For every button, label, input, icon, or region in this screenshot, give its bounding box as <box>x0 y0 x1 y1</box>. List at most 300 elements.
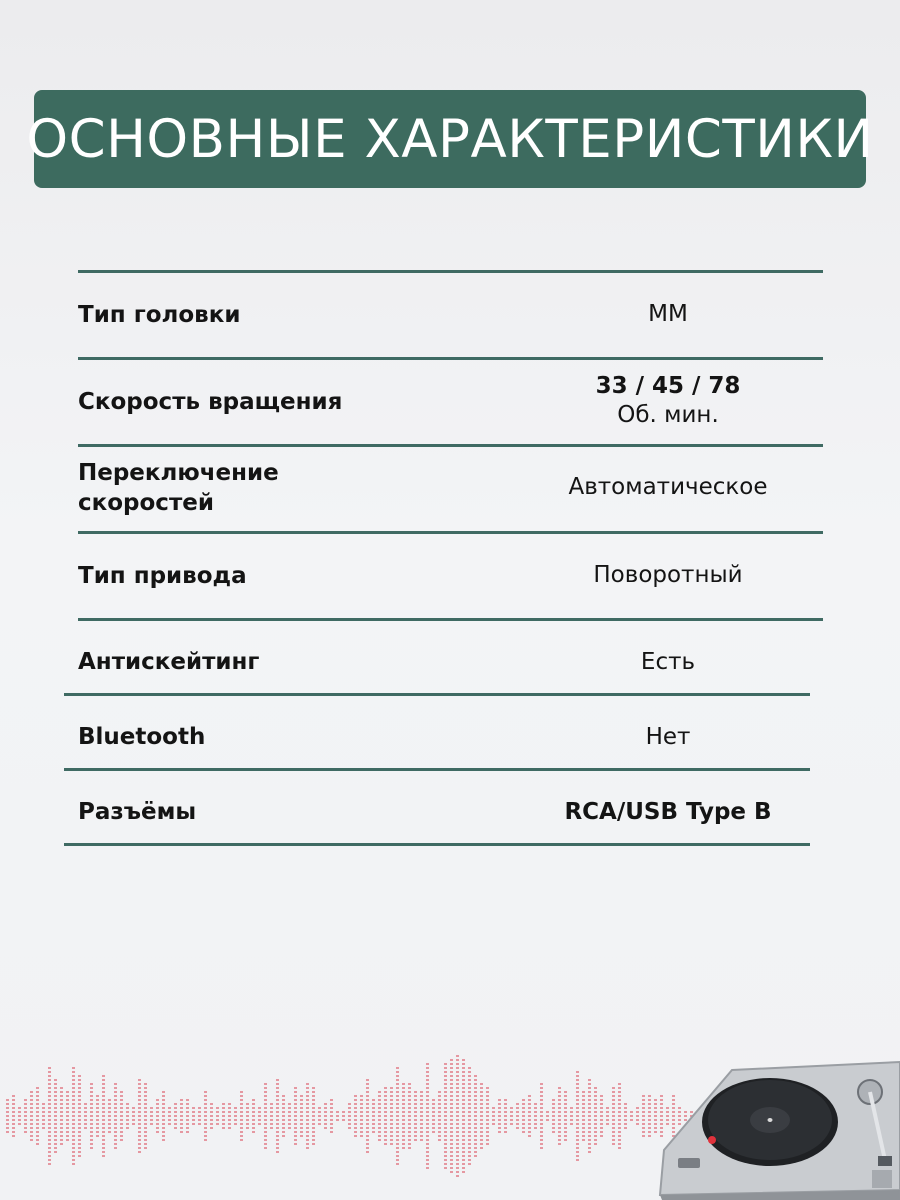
waveform-dot <box>354 1103 357 1105</box>
waveform-dot <box>210 1107 213 1109</box>
waveform-dot <box>600 1135 603 1137</box>
waveform-dot <box>576 1147 579 1149</box>
waveform-dot <box>372 1115 375 1117</box>
waveform-dot <box>48 1135 51 1137</box>
waveform-dot <box>402 1103 405 1105</box>
waveform-dot <box>546 1111 549 1113</box>
waveform-dot <box>468 1123 471 1125</box>
waveform-dot <box>84 1107 87 1109</box>
waveform-dot <box>354 1095 357 1097</box>
waveform-dot <box>618 1147 621 1149</box>
waveform-dot <box>582 1111 585 1113</box>
waveform-dot <box>396 1143 399 1145</box>
waveform-dot <box>24 1107 27 1109</box>
waveform-dot <box>48 1099 51 1101</box>
waveform-dot <box>162 1131 165 1133</box>
waveform-dot <box>456 1079 459 1081</box>
waveform-dot <box>576 1103 579 1105</box>
waveform-dot <box>510 1123 513 1125</box>
waveform-dot <box>456 1159 459 1161</box>
waveform-dot <box>462 1131 465 1133</box>
waveform-dot <box>72 1099 75 1101</box>
waveform-dot <box>192 1107 195 1109</box>
waveform-dot <box>396 1155 399 1157</box>
waveform-dot <box>264 1099 267 1101</box>
waveform-dot <box>456 1071 459 1073</box>
waveform-dot <box>552 1099 555 1101</box>
waveform-dot <box>246 1127 249 1129</box>
waveform-dot <box>282 1131 285 1133</box>
waveform-dot <box>78 1119 81 1121</box>
waveform-dot <box>534 1107 537 1109</box>
waveform-dot <box>372 1127 375 1129</box>
waveform-dot <box>504 1111 507 1113</box>
spec-label-head-type: Тип головки <box>78 302 241 328</box>
waveform-dot <box>294 1143 297 1145</box>
waveform-dot <box>468 1087 471 1089</box>
waveform-dot <box>600 1103 603 1105</box>
waveform-dot <box>384 1119 387 1121</box>
waveform-dot <box>54 1127 57 1129</box>
waveform-dot <box>588 1095 591 1097</box>
waveform-dot <box>294 1099 297 1101</box>
waveform-dot <box>594 1131 597 1133</box>
waveform-dot <box>204 1111 207 1113</box>
waveform-dot <box>426 1091 429 1093</box>
waveform-dot <box>486 1091 489 1093</box>
waveform-dot <box>348 1103 351 1105</box>
waveform-dot <box>12 1127 15 1129</box>
waveform-dot <box>66 1123 69 1125</box>
waveform-dot <box>30 1127 33 1129</box>
spec-value-bluetooth: Нет <box>645 724 691 750</box>
waveform-dot <box>276 1095 279 1097</box>
waveform-dot <box>594 1127 597 1129</box>
waveform-dot <box>198 1115 201 1117</box>
waveform-dot <box>648 1115 651 1117</box>
waveform-dot <box>72 1087 75 1089</box>
waveform-dot <box>402 1115 405 1117</box>
waveform-dot <box>66 1131 69 1133</box>
waveform-dot <box>366 1111 369 1113</box>
waveform-dot <box>384 1115 387 1117</box>
waveform-dot <box>54 1147 57 1149</box>
waveform-dot <box>114 1147 117 1149</box>
waveform-dot <box>510 1111 513 1113</box>
waveform-dot <box>600 1107 603 1109</box>
waveform-dot <box>102 1127 105 1129</box>
waveform-dot <box>72 1159 75 1161</box>
waveform-dot <box>366 1119 369 1121</box>
waveform-dot <box>90 1147 93 1149</box>
waveform-dot <box>126 1115 129 1117</box>
waveform-dot <box>294 1123 297 1125</box>
waveform-dot <box>462 1083 465 1085</box>
waveform-dot <box>186 1123 189 1125</box>
waveform-dot <box>462 1155 465 1157</box>
waveform-dot <box>114 1087 117 1089</box>
waveform-dot <box>102 1107 105 1109</box>
waveform-dot <box>384 1123 387 1125</box>
waveform-dot <box>588 1143 591 1145</box>
waveform-dot <box>330 1115 333 1117</box>
waveform-dot <box>258 1107 261 1109</box>
waveform-dot <box>240 1103 243 1105</box>
waveform-dot <box>450 1095 453 1097</box>
waveform-dot <box>114 1123 117 1125</box>
waveform-dot <box>30 1139 33 1141</box>
waveform-dot <box>222 1111 225 1113</box>
waveform-dot <box>204 1091 207 1093</box>
waveform-dot <box>618 1127 621 1129</box>
waveform-dot <box>96 1119 99 1121</box>
waveform-dot <box>498 1131 501 1133</box>
waveform-dot <box>408 1107 411 1109</box>
waveform-dot <box>360 1123 363 1125</box>
waveform-dot <box>12 1107 15 1109</box>
waveform-dot <box>528 1131 531 1133</box>
waveform-dot <box>180 1127 183 1129</box>
waveform-dot <box>24 1115 27 1117</box>
waveform-dot <box>78 1095 81 1097</box>
waveform-dot <box>324 1107 327 1109</box>
waveform-dot <box>72 1103 75 1105</box>
waveform-dot <box>312 1143 315 1145</box>
waveform-dot <box>594 1091 597 1093</box>
waveform-dot <box>378 1111 381 1113</box>
waveform-dot <box>306 1115 309 1117</box>
waveform-dot <box>72 1107 75 1109</box>
waveform-dot <box>144 1087 147 1089</box>
waveform-dot <box>408 1143 411 1145</box>
waveform-dot <box>516 1123 519 1125</box>
waveform-dot <box>390 1099 393 1101</box>
waveform-dot <box>612 1091 615 1093</box>
waveform-dot <box>300 1107 303 1109</box>
waveform-dot <box>654 1119 657 1121</box>
turntable-icon <box>660 1062 900 1200</box>
waveform-dot <box>558 1119 561 1121</box>
waveform-dot <box>498 1099 501 1101</box>
waveform-dot <box>480 1083 483 1085</box>
waveform-dot <box>306 1127 309 1129</box>
waveform-dot <box>240 1095 243 1097</box>
waveform-dot <box>480 1139 483 1141</box>
waveform-dot <box>462 1159 465 1161</box>
waveform-dot <box>276 1111 279 1113</box>
waveform-dot <box>414 1135 417 1137</box>
waveform-dot <box>90 1095 93 1097</box>
waveform-dot <box>66 1091 69 1093</box>
waveform-dot <box>198 1119 201 1121</box>
waveform-dot <box>528 1111 531 1113</box>
waveform-dot <box>114 1139 117 1141</box>
waveform-dot <box>558 1103 561 1105</box>
waveform-dot <box>270 1111 273 1113</box>
waveform-dot <box>486 1139 489 1141</box>
waveform-dot <box>252 1107 255 1109</box>
waveform-dot <box>564 1131 567 1133</box>
waveform-dot <box>444 1111 447 1113</box>
waveform-dot <box>468 1159 471 1161</box>
waveform-dot <box>54 1095 57 1097</box>
waveform-dot <box>468 1155 471 1157</box>
waveform-dot <box>60 1103 63 1105</box>
waveform-dot <box>48 1083 51 1085</box>
waveform-dot <box>294 1103 297 1105</box>
waveform-dot <box>72 1115 75 1117</box>
waveform-dot <box>384 1107 387 1109</box>
waveform-dot <box>48 1155 51 1157</box>
waveform-dot <box>402 1127 405 1129</box>
waveform-dot <box>144 1135 147 1137</box>
waveform-dot <box>408 1087 411 1089</box>
waveform-dot <box>102 1083 105 1085</box>
waveform-dot <box>198 1107 201 1109</box>
waveform-dot <box>450 1083 453 1085</box>
waveform-dot <box>408 1099 411 1101</box>
waveform-dot <box>450 1163 453 1165</box>
waveform-dot <box>636 1115 639 1117</box>
waveform-dot <box>516 1103 519 1105</box>
waveform-dot <box>594 1119 597 1121</box>
waveform-dot <box>264 1143 267 1145</box>
waveform-dot <box>606 1123 609 1125</box>
waveform-dot <box>48 1087 51 1089</box>
waveform-dot <box>150 1111 153 1113</box>
waveform-dot <box>66 1095 69 1097</box>
waveform-dot <box>396 1091 399 1093</box>
waveform-dot <box>576 1075 579 1077</box>
waveform-dot <box>366 1147 369 1149</box>
waveform-dot <box>582 1119 585 1121</box>
waveform-dot <box>468 1163 471 1165</box>
waveform-dot <box>78 1147 81 1149</box>
waveform-dot <box>282 1107 285 1109</box>
waveform-dot <box>138 1107 141 1109</box>
waveform-dot <box>456 1171 459 1173</box>
waveform-dot <box>72 1143 75 1145</box>
waveform-dot <box>120 1095 123 1097</box>
waveform-dot <box>120 1139 123 1141</box>
waveform-dot <box>450 1123 453 1125</box>
waveform-dot <box>426 1151 429 1153</box>
spec-label-drive-type: Тип привода <box>78 563 247 589</box>
waveform-dot <box>480 1127 483 1129</box>
waveform-dot <box>426 1119 429 1121</box>
waveform-dot <box>12 1103 15 1105</box>
spec-value-antiskating: Есть <box>640 649 696 675</box>
waveform-dot <box>672 1131 675 1133</box>
waveform-dot <box>312 1131 315 1133</box>
waveform-dot <box>174 1103 177 1105</box>
waveform-dot <box>300 1095 303 1097</box>
waveform-dot <box>264 1087 267 1089</box>
waveform-dot <box>642 1111 645 1113</box>
waveform-dot <box>114 1131 117 1133</box>
waveform-dot <box>372 1131 375 1133</box>
waveform-dot <box>120 1115 123 1117</box>
waveform-dot <box>576 1119 579 1121</box>
waveform-dot <box>66 1107 69 1109</box>
waveform-dot <box>402 1087 405 1089</box>
waveform-dot <box>372 1111 375 1113</box>
waveform-dot <box>498 1107 501 1109</box>
waveform-dot <box>462 1171 465 1173</box>
waveform-dot <box>588 1127 591 1129</box>
waveform-dot <box>606 1115 609 1117</box>
waveform-dot <box>138 1079 141 1081</box>
waveform-dot <box>486 1135 489 1137</box>
waveform-dot <box>492 1111 495 1113</box>
waveform-dot <box>636 1119 639 1121</box>
waveform-dot <box>12 1119 15 1121</box>
waveform-dot <box>54 1103 57 1105</box>
waveform-dot <box>354 1135 357 1137</box>
waveform-dot <box>252 1103 255 1105</box>
waveform-dot <box>474 1143 477 1145</box>
waveform-dot <box>456 1083 459 1085</box>
waveform-dot <box>540 1135 543 1137</box>
waveform-dot <box>462 1163 465 1165</box>
waveform-dot <box>24 1119 27 1121</box>
waveform-dot <box>138 1127 141 1129</box>
waveform-dot <box>588 1111 591 1113</box>
waveform-dot <box>594 1095 597 1097</box>
waveform-bars <box>6 1055 699 1177</box>
waveform-dot <box>78 1091 81 1093</box>
waveform-dot <box>24 1099 27 1101</box>
waveform-dot <box>72 1083 75 1085</box>
waveform-dot <box>96 1127 99 1129</box>
waveform-dot <box>624 1115 627 1117</box>
waveform-dot <box>276 1119 279 1121</box>
waveform-dot <box>312 1095 315 1097</box>
waveform-dot <box>138 1119 141 1121</box>
waveform-dot <box>306 1135 309 1137</box>
waveform-dot <box>114 1111 117 1113</box>
waveform-dot <box>450 1155 453 1157</box>
waveform-dot <box>480 1119 483 1121</box>
waveform-dot <box>396 1099 399 1101</box>
waveform-dot <box>366 1087 369 1089</box>
waveform-dot <box>54 1079 57 1081</box>
waveform-dot <box>138 1083 141 1085</box>
waveform-dot <box>288 1123 291 1125</box>
waveform-dot <box>348 1115 351 1117</box>
waveform-dot <box>504 1099 507 1101</box>
waveform-dot <box>468 1119 471 1121</box>
waveform-dot <box>30 1099 33 1101</box>
waveform-dot <box>366 1151 369 1153</box>
waveform-dot <box>60 1091 63 1093</box>
waveform-dot <box>426 1111 429 1113</box>
waveform-dot <box>600 1123 603 1125</box>
waveform-dot <box>354 1123 357 1125</box>
waveform-dot <box>438 1099 441 1101</box>
waveform-dot <box>462 1139 465 1141</box>
waveform-dot <box>24 1103 27 1105</box>
waveform-dot <box>426 1103 429 1105</box>
waveform-dot <box>42 1103 45 1105</box>
waveform-dot <box>420 1107 423 1109</box>
waveform-dot <box>48 1111 51 1113</box>
waveform-dot <box>402 1083 405 1085</box>
waveform-dot <box>522 1119 525 1121</box>
waveform-dot <box>666 1119 669 1121</box>
waveform-dot <box>504 1131 507 1133</box>
waveform-dot <box>480 1147 483 1149</box>
waveform-dot <box>264 1123 267 1125</box>
waveform-dot <box>660 1095 663 1097</box>
waveform-dot <box>528 1103 531 1105</box>
waveform-dot <box>258 1123 261 1125</box>
waveform-dot <box>528 1115 531 1117</box>
waveform-dot <box>282 1111 285 1113</box>
waveform-dot <box>426 1143 429 1145</box>
waveform-dot <box>138 1115 141 1117</box>
waveform-dot <box>618 1139 621 1141</box>
waveform-dot <box>312 1111 315 1113</box>
waveform-dot <box>438 1103 441 1105</box>
waveform-dot <box>108 1123 111 1125</box>
waveform-dot <box>594 1087 597 1089</box>
waveform-dot <box>450 1103 453 1105</box>
waveform-dot <box>114 1127 117 1129</box>
waveform-dot <box>420 1119 423 1121</box>
waveform-dot <box>300 1127 303 1129</box>
waveform-dot <box>90 1135 93 1137</box>
waveform-dot <box>462 1147 465 1149</box>
waveform-dot <box>456 1127 459 1129</box>
waveform-dot <box>180 1123 183 1125</box>
waveform-dot <box>558 1107 561 1109</box>
waveform-dot <box>456 1119 459 1121</box>
waveform-dot <box>426 1135 429 1137</box>
waveform-dot <box>354 1099 357 1101</box>
waveform-dot <box>414 1119 417 1121</box>
waveform-dot <box>54 1099 57 1101</box>
waveform-dot <box>492 1107 495 1109</box>
waveform-dot <box>90 1115 93 1117</box>
waveform-dot <box>228 1111 231 1113</box>
waveform-dot <box>612 1131 615 1133</box>
waveform-dot <box>678 1119 681 1121</box>
waveform-dot <box>564 1107 567 1109</box>
waveform-dot <box>642 1095 645 1097</box>
waveform-dot <box>54 1091 57 1093</box>
waveform-dot <box>420 1111 423 1113</box>
waveform-dot <box>390 1135 393 1137</box>
waveform-dot <box>174 1127 177 1129</box>
waveform-dot <box>588 1083 591 1085</box>
waveform-dot <box>276 1087 279 1089</box>
waveform-dot <box>456 1103 459 1105</box>
waveform-dot <box>624 1127 627 1129</box>
waveform-dot <box>456 1163 459 1165</box>
waveform-dot <box>366 1083 369 1085</box>
waveform-dot <box>462 1059 465 1061</box>
waveform-dot <box>312 1087 315 1089</box>
waveform-dot <box>378 1103 381 1105</box>
waveform-dot <box>66 1127 69 1129</box>
waveform-dot <box>480 1131 483 1133</box>
waveform-dot <box>654 1123 657 1125</box>
waveform-dot <box>6 1099 9 1101</box>
waveform-dot <box>90 1139 93 1141</box>
waveform-dot <box>582 1131 585 1133</box>
waveform-dot <box>72 1135 75 1137</box>
